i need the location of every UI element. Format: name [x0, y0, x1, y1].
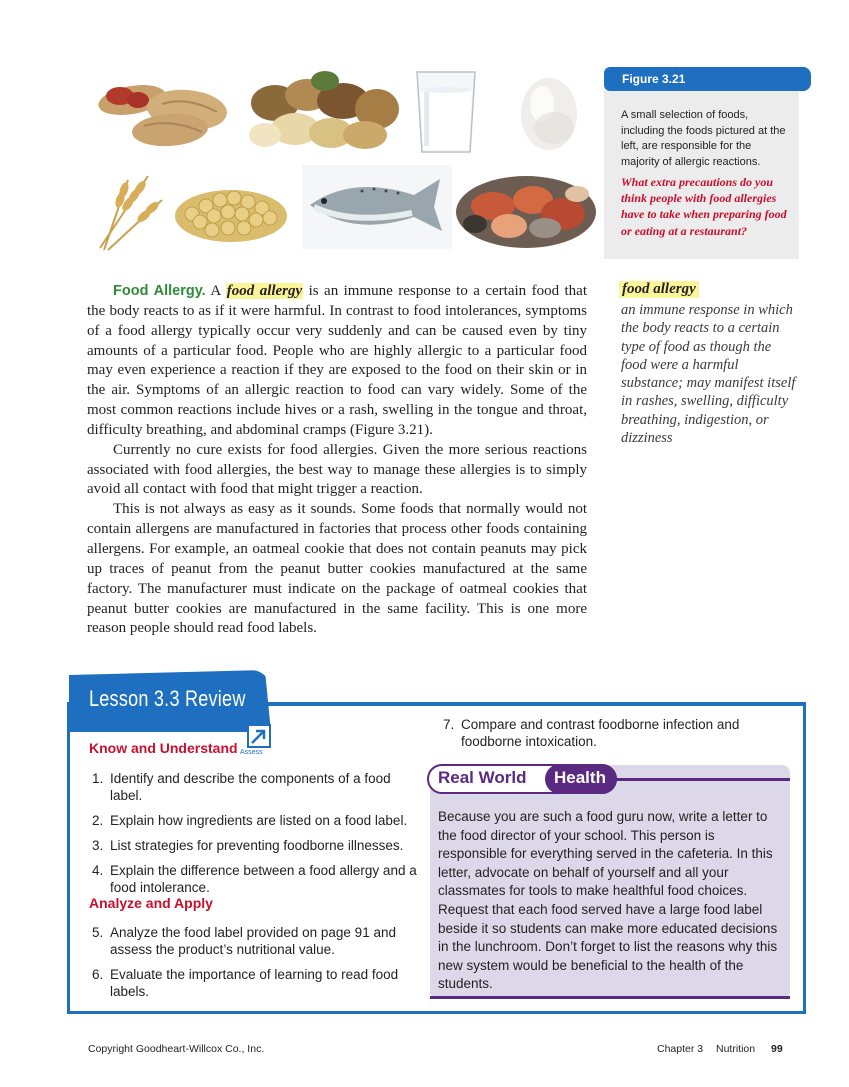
apply-questions-list-continued: [438, 716, 783, 758]
real-world-text: Because you are such a food guru now, write a letter to the food director of your school. This person is responsible for everything served in the cafeteria. In this letter, advocate on behalf of yourself and all your classmates for tools to make healthful food choices. Request that each food served have a large food label beside it so students can make more educated decisions in the lunchroom. Don’t forget to list the reasons why this new system would be beneficial to the health of the students.: [438, 809, 778, 992]
know-and-understand-heading: Know and Understand: [89, 740, 238, 756]
paragraph-text: is an immune response to a certain food that the body reacts to as if it were harmful. In contrast to food intolerances, symptoms of a food allergy typically occur very suddenly and can be caused even by tiny amounts of a particular food. People who are highly allergic to a particular food may even experience a reaction if they are exposed to the food on their skin or in the air. Symptoms of an allergic reaction to food can vary widely. Some of the most common reactions include hives or a rash, swelling in the tongue and throat, difficulty breathing, and abdominal cramps (Figure 3.21).: [87, 283, 587, 438]
paragraph-cross-contamination: This is not always as easy as it sounds. Some foods that normally would not contain allergens are manufactured in factories that process other foods containing allergens. For example, an oatmeal cookie that does not contain peanuts may pick up traces of peanut from the peanut butter cookies manufactured at the same factory. The manufacturer must indicate on the package of oatmeal cookies that peanut butter cookies are manufactured in the same facility. This is one more reason people should read food labels.: [87, 501, 587, 637]
figure-caption: A small selection of foods, including the foods pictured at the left, are responsible for the majority of allergic reactions.: [621, 109, 786, 168]
footer-section: Nutrition: [716, 1043, 756, 1055]
key-term: food allergy: [226, 283, 303, 299]
review-question: 4. Explain the difference between a food allergy and a food intolerance.: [92, 863, 417, 895]
apply-questions-list: [87, 924, 422, 1008]
peanuts-photo: [92, 74, 238, 150]
soybeans-photo: [172, 178, 290, 244]
real-world-health-badge: Health: [545, 764, 617, 794]
glossary-definition: an immune response in which the body reacts to a certain type of food as though the food were a harmful substance; may manifest itself in rashes, swelling, difficulty breathing, indigestion, or dizziness: [621, 302, 796, 447]
review-question: 6. Evaluate the importance of learning to read food labels.: [92, 967, 399, 999]
section-heading: Food Allergy.: [113, 283, 206, 299]
real-world-label-text: Real World: [438, 768, 527, 787]
figure-question: What extra precautions do you think people with food allergies have to take when preparing food or eating at a restaurant?: [621, 175, 787, 238]
footer-copyright: Copyright Goodheart-Willcox Co., Inc.: [88, 1043, 265, 1055]
real-world-bottom-rule: [430, 996, 790, 999]
know-questions-list: [87, 770, 422, 904]
real-world-rule: [614, 778, 790, 781]
review-question: 1. Identify and describe the components of a food label.: [92, 771, 391, 803]
shellfish-photo: [453, 170, 599, 250]
analyze-and-apply-heading: Analyze and Apply: [89, 895, 213, 911]
fish-photo: [302, 165, 452, 249]
review-question: 7. Compare and contrast foodborne infection and foodborne intoxication.: [443, 717, 740, 749]
egg-photo: [518, 72, 580, 152]
paragraph-food-allergy: [87, 282, 587, 441]
footer-chapter: Chapter 3: [657, 1043, 704, 1055]
review-question: 3. List strategies for preventing foodborne illnesses.: [92, 838, 404, 853]
figure-label: Figure 3.21: [604, 67, 805, 91]
glossary-term: food allergy: [619, 281, 699, 298]
paragraph-no-cure: Currently no cure exists for food allergies. Given the more serious reactions associated with food allergies, the best way to manage these allergies is to simply avoid all contact with food that might trigger a reaction.: [87, 441, 587, 498]
wheat-photo: [88, 170, 168, 252]
lesson-review-title: Lesson 3.3 Review: [89, 686, 246, 711]
milk-photo: [414, 68, 478, 156]
tree-nuts-photo: [245, 63, 405, 155]
review-question: 2. Explain how ingredients are listed on a food label.: [92, 813, 408, 828]
review-question: 5. Analyze the food label provided on page 91 and assess the product’s nutritional value.: [92, 925, 396, 957]
assess-label[interactable]: Assess: [240, 749, 263, 756]
page-number: 99: [771, 1043, 783, 1055]
body-text: [87, 282, 587, 639]
paragraph-lead: A: [205, 283, 226, 299]
